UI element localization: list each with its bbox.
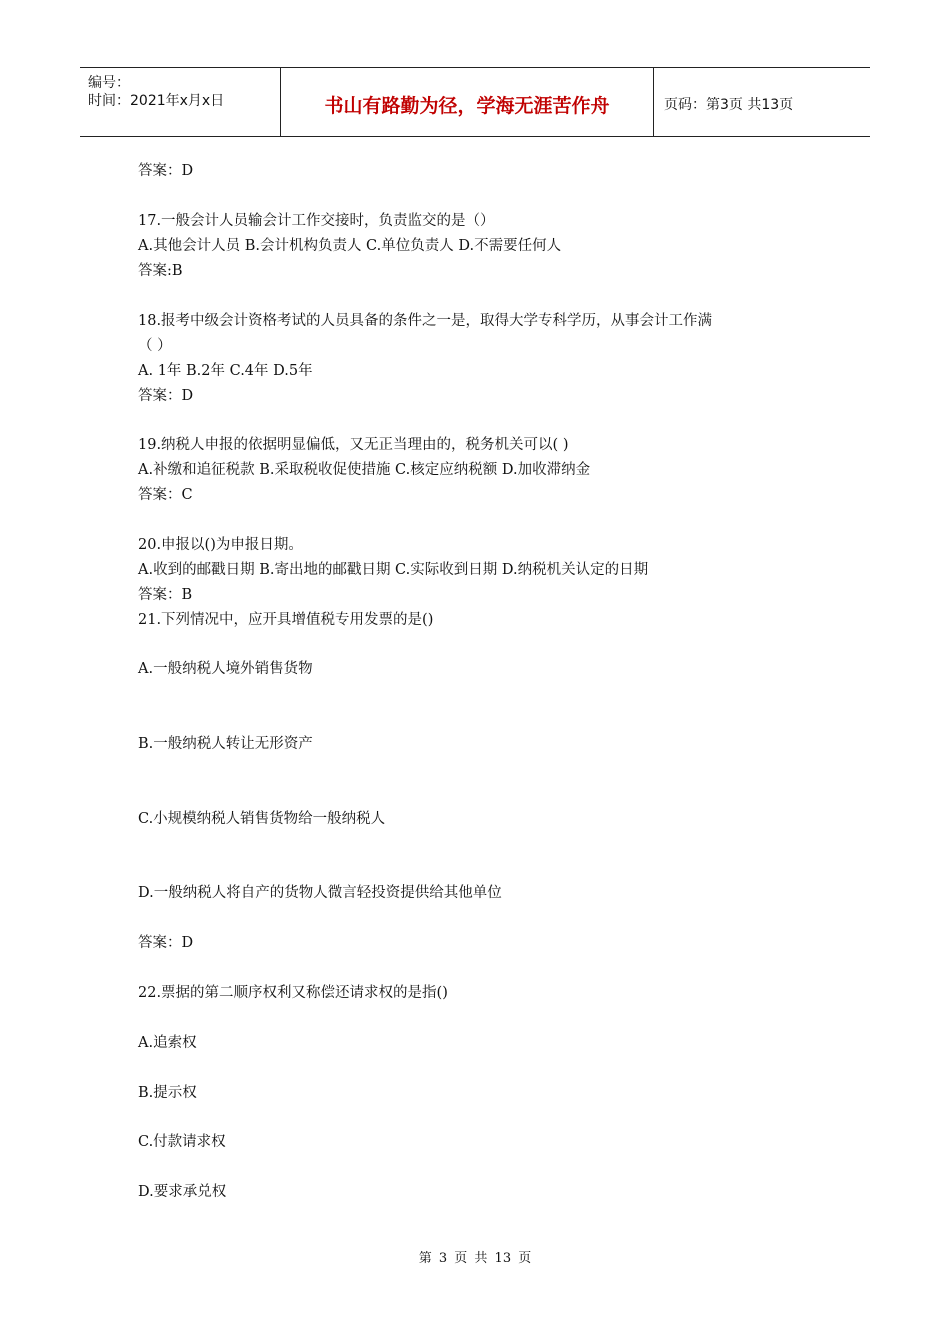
question-22: 22.票据的第二顺序权利又称偿还请求权的是指() <box>138 985 448 1001</box>
document-number-label: 编号： <box>88 75 130 91</box>
page-header <box>80 67 870 137</box>
question-22-option-d: D.要求承兑权 <box>138 1184 227 1200</box>
question-18-blank: （ ） <box>138 338 172 354</box>
question-19-answer: 答案：C <box>138 487 193 503</box>
question-18-answer: 答案：D <box>138 388 194 404</box>
header-page-cell <box>654 68 870 136</box>
question-21-option-a: A.一般纳税人境外销售货物 <box>138 661 313 677</box>
question-19: 19.纳税人申报的依据明显偏低，又无正当理由的，税务机关可以( ) <box>138 437 569 453</box>
question-18-options: A. 1年 B.2年 C.4年 D.5年 <box>138 363 313 379</box>
page-footer: 第 3 页 共 13 页 <box>418 1251 532 1266</box>
header-page-number: 页码：第3页 共13页 <box>664 97 794 113</box>
document-time-label: 时间：2021年x月x日 <box>88 93 225 109</box>
question-22-option-a: A.追索权 <box>138 1035 197 1051</box>
question-17: 17.一般会计人员输会计工作交接时，负责监交的是（） <box>138 213 495 229</box>
header-motto-cell <box>281 68 654 136</box>
header-meta-cell <box>80 68 281 136</box>
question-20: 20.申报以()为申报日期。 <box>138 537 303 553</box>
header-motto: 书山有路勤为径，学海无涯苦作舟 <box>324 95 610 117</box>
question-21: 21.下列情况中，应开具增值税专用发票的是() <box>138 612 434 628</box>
question-22-option-b: B.提示权 <box>138 1085 197 1101</box>
question-21-option-d: D.一般纳税人将自产的货物人微言轻投资提供给其他单位 <box>138 885 502 901</box>
question-17-options: A.其他会计人员 B.会计机构负责人 C.单位负责人 D.不需要任何人 <box>138 238 562 254</box>
question-22-option-c: C.付款请求权 <box>138 1134 226 1150</box>
question-18: 18.报考中级会计资格考试的人员具备的条件之一是，取得大学专科学历，从事会计工作满 <box>138 313 713 329</box>
question-21-option-b: B.一般纳税人转让无形资产 <box>138 736 313 752</box>
answer-line: 答案：D <box>138 163 194 179</box>
question-19-options: A.补缴和追征税款 B.采取税收促使措施 C.核定应纳税额 D.加收滞纳金 <box>138 462 591 478</box>
question-20-options: A.收到的邮戳日期 B.寄出地的邮戳日期 C.实际收到日期 D.纳税机关认定的日期 <box>138 562 649 578</box>
question-21-option-c: C.小规模纳税人销售货物给一般纳税人 <box>138 811 386 827</box>
question-21-answer: 答案：D <box>138 935 194 951</box>
question-20-answer: 答案：B <box>138 587 193 603</box>
question-17-answer: 答案:B <box>138 263 183 279</box>
